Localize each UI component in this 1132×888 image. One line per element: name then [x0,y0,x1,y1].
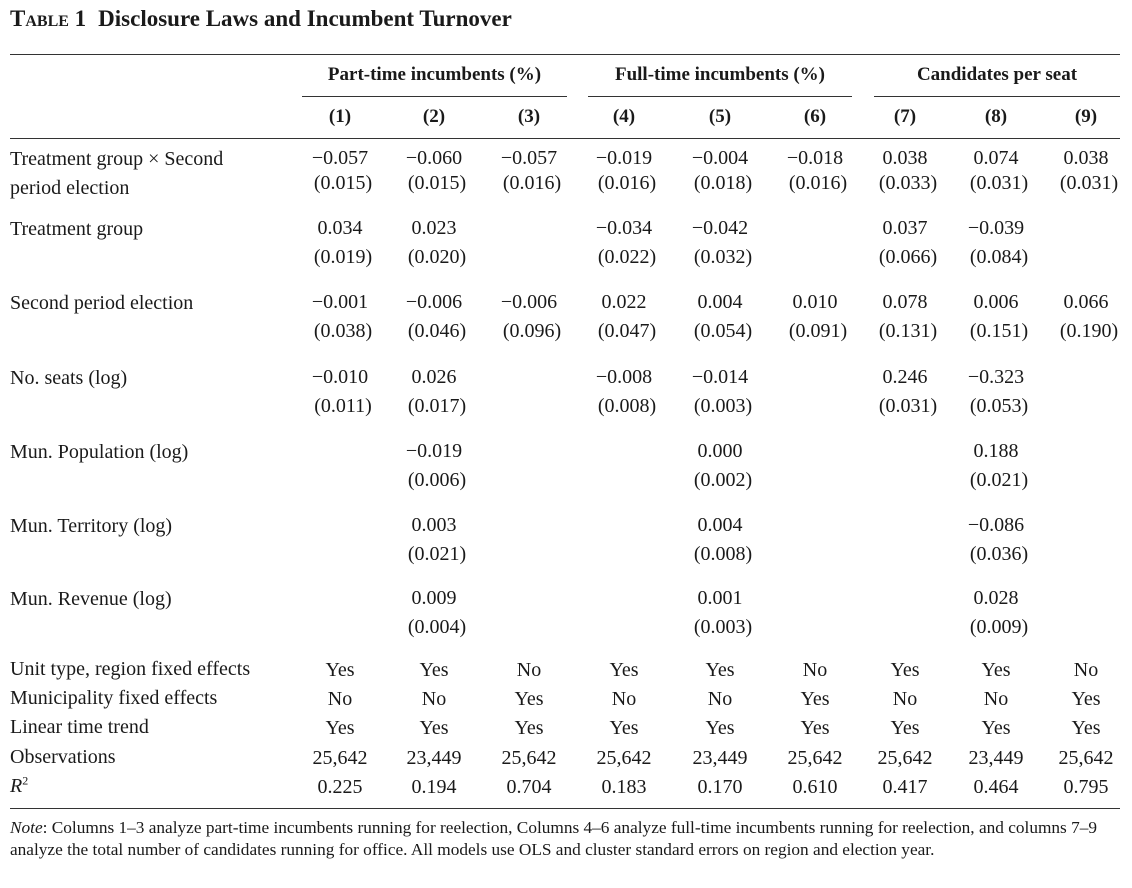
stat-cell: 25,642 [787,747,843,769]
row-label-line: Mun. Revenue (log) [10,588,172,610]
coefficient-cell: 0.022 [601,291,647,313]
coefficient-cell: 0.004 [697,291,743,313]
stat-cell: No [892,688,918,710]
std-error-cell: (0.017) [407,395,467,417]
row-label [10,438,188,467]
group-rule-candidates [874,96,1120,97]
r-squared-letter: R [10,775,23,797]
std-error-cell: (0.003) [693,616,753,638]
coefficient-cell: 0.188 [973,440,1019,462]
header-rule [10,138,1120,139]
std-error-cell: (0.015) [313,172,373,194]
column-number: (3) [517,106,541,127]
stat-row-label: Observations [10,746,116,768]
std-error-cell: (0.054) [693,320,753,342]
coefficient-cell: −0.034 [595,217,653,239]
stat-cell: Yes [890,717,920,739]
coefficient-cell: 0.000 [697,440,743,462]
std-error-cell: (0.016) [597,172,657,194]
coefficient-cell: 0.009 [411,587,457,609]
std-error-cell: (0.046) [407,320,467,342]
std-error-cell: (0.015) [407,172,467,194]
table-note [10,817,1122,861]
std-error-cell: (0.131) [878,320,938,342]
row-label [10,215,143,244]
group-header-candidates: Candidates per seat [916,64,1078,85]
std-error-cell: (0.096) [502,320,562,342]
stat-cell: Yes [1071,688,1101,710]
stat-cell: Yes [325,717,355,739]
group-rule-part-time [302,96,567,97]
std-error-cell: (0.033) [878,172,938,194]
stat-cell: No [421,688,447,710]
table-title [10,6,512,32]
column-number: (1) [328,106,352,127]
coefficient-cell: 0.006 [973,291,1019,313]
stat-cell: No [1073,659,1099,681]
coefficient-cell: −0.042 [691,217,749,239]
std-error-cell: (0.151) [969,320,1029,342]
coefficient-cell: −0.001 [311,291,369,313]
row-label [10,289,193,318]
stat-cell: No [327,688,353,710]
coefficient-cell: −0.018 [786,147,844,169]
stat-row-label: Unit type, region fixed effects [10,658,251,680]
std-error-cell: (0.038) [313,320,373,342]
std-error-cell: (0.021) [407,543,467,565]
group-rule-full-time [588,96,852,97]
std-error-cell: (0.036) [969,543,1029,565]
group-header-full-time: Full-time incumbents (%) [614,64,826,85]
column-number: (8) [984,106,1008,127]
column-number: (6) [803,106,827,127]
coefficient-cell: −0.006 [500,291,558,313]
r-squared-cell: 0.704 [506,776,552,798]
top-rule [10,54,1120,55]
row-label-line: Treatment group [10,218,144,240]
coefficient-cell: 0.034 [317,217,363,239]
coefficient-cell: 0.004 [697,514,743,536]
r-squared-cell: 0.225 [317,776,363,798]
std-error-cell: (0.091) [788,320,848,342]
stat-cell: No [611,688,637,710]
stat-cell: Yes [705,659,735,681]
row-label [10,512,172,541]
r-squared-cell: 0.795 [1063,776,1109,798]
row-label [10,364,127,393]
row-label-line: period election [10,177,130,199]
std-error-cell: (0.190) [1059,320,1119,342]
std-error-cell: (0.031) [969,172,1029,194]
stat-row-label: Linear time trend [10,716,149,738]
stat-cell: 23,449 [406,747,462,769]
coefficient-cell: −0.057 [500,147,558,169]
note-lead: Note [10,818,43,837]
std-error-cell: (0.053) [969,395,1029,417]
stat-cell: 25,642 [1058,747,1114,769]
coefficient-cell: −0.010 [311,366,369,388]
stat-cell: Yes [800,717,830,739]
row-label-line: No. seats (log) [10,367,128,389]
coefficient-cell: 0.246 [882,366,928,388]
coefficient-cell: −0.008 [595,366,653,388]
r-squared-cell: 0.183 [601,776,647,798]
std-error-cell: (0.006) [407,469,467,491]
stat-cell: Yes [981,717,1011,739]
stat-cell: Yes [705,717,735,739]
coefficient-cell: −0.004 [691,147,749,169]
row-label-line: Treatment group × Second [10,148,224,170]
r-squared-cell: 0.610 [792,776,838,798]
coefficient-cell: 0.038 [882,147,928,169]
coefficient-cell: 0.038 [1063,147,1109,169]
coefficient-cell: 0.037 [882,217,928,239]
stat-cell: Yes [325,659,355,681]
r-squared-label [10,772,28,801]
stat-cell: No [707,688,733,710]
r-squared-cell: 0.417 [882,776,928,798]
std-error-cell: (0.016) [788,172,848,194]
stat-cell: Yes [419,717,449,739]
row-label-line: Second period election [10,292,194,314]
coefficient-cell: −0.057 [311,147,369,169]
coefficient-cell: −0.039 [967,217,1025,239]
coefficient-cell: −0.323 [967,366,1025,388]
stat-cell: No [983,688,1009,710]
column-number: (9) [1074,106,1098,127]
std-error-cell: (0.018) [693,172,753,194]
coefficient-cell: −0.060 [405,147,463,169]
stat-cell: Yes [419,659,449,681]
column-number: (4) [612,106,636,127]
r-squared-cell: 0.170 [697,776,743,798]
row-label [10,145,223,203]
stat-cell: No [516,659,542,681]
coefficient-cell: 0.026 [411,366,457,388]
coefficient-cell: 0.074 [973,147,1019,169]
std-error-cell: (0.004) [407,616,467,638]
stat-cell: 23,449 [692,747,748,769]
std-error-cell: (0.003) [693,395,753,417]
coefficient-cell: −0.014 [691,366,749,388]
stat-cell: Yes [514,688,544,710]
stat-cell: Yes [1071,717,1101,739]
r-squared-cell: 0.464 [973,776,1019,798]
table-number: Table 1 [10,6,87,31]
r-squared-superscript: 2 [22,773,29,788]
std-error-cell: (0.019) [313,246,373,268]
stat-cell: 23,449 [968,747,1024,769]
stat-cell: Yes [890,659,920,681]
std-error-cell: (0.066) [878,246,938,268]
column-number: (7) [893,106,917,127]
std-error-cell: (0.084) [969,246,1029,268]
std-error-cell: (0.020) [407,246,467,268]
std-error-cell: (0.032) [693,246,753,268]
coefficient-cell: −0.006 [405,291,463,313]
std-error-cell: (0.008) [693,543,753,565]
std-error-cell: (0.021) [969,469,1029,491]
coefficient-cell: 0.003 [411,514,457,536]
std-error-cell: (0.011) [314,395,372,417]
column-number: (5) [708,106,732,127]
std-error-cell: (0.031) [878,395,938,417]
r-squared-cell: 0.194 [411,776,457,798]
stat-cell: Yes [514,717,544,739]
std-error-cell: (0.008) [597,395,657,417]
coefficient-cell: 0.028 [973,587,1019,609]
coefficient-cell: −0.086 [967,514,1025,536]
stat-cell: 25,642 [501,747,557,769]
std-error-cell: (0.009) [969,616,1029,638]
std-error-cell: (0.047) [597,320,657,342]
stat-cell: Yes [609,717,639,739]
bottom-rule [10,808,1120,809]
stat-row-label: Municipality fixed effects [10,687,218,709]
coefficient-cell: −0.019 [405,440,463,462]
group-header-part-time: Part-time incumbents (%) [327,64,542,85]
coefficient-cell: 0.023 [411,217,457,239]
stat-cell: 25,642 [596,747,652,769]
table-title-text: Disclosure Laws and Incumbent Turnover [98,6,512,31]
stat-cell: No [802,659,828,681]
stat-cell: 25,642 [877,747,933,769]
row-label [10,585,172,614]
std-error-cell: (0.031) [1059,172,1119,194]
stat-cell: Yes [609,659,639,681]
note-text: : Columns 1–3 analyze part-time incumbents running for reelection, Columns 4–6 analyze full-time incumbents running for reelection, and columns 7–9 analyze the total number of candidates running for office. All models use OLS and cluster standard errors on region and election year. [10,818,1098,859]
std-error-cell: (0.002) [693,469,753,491]
row-label-line: Mun. Population (log) [10,441,189,463]
row-label-line: Mun. Territory (log) [10,515,173,537]
coefficient-cell: 0.078 [882,291,928,313]
coefficient-cell: −0.019 [595,147,653,169]
std-error-cell: (0.016) [502,172,562,194]
std-error-cell: (0.022) [597,246,657,268]
column-number: (2) [422,106,446,127]
stat-cell: 25,642 [312,747,368,769]
stat-cell: Yes [800,688,830,710]
coefficient-cell: 0.001 [697,587,743,609]
coefficient-cell: 0.010 [792,291,838,313]
stat-cell: Yes [981,659,1011,681]
coefficient-cell: 0.066 [1063,291,1109,313]
